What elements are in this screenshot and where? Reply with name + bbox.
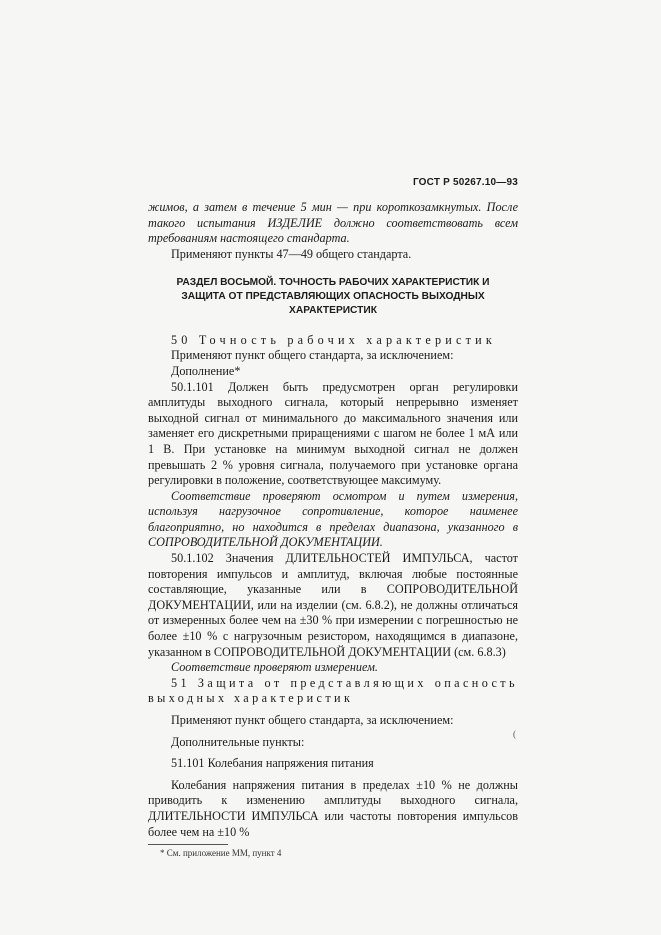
page-mark: ( bbox=[513, 729, 516, 739]
clause-51-heading: 51 Защита от представляющих опасность выходных характеристик bbox=[148, 675, 518, 706]
footnote-rule bbox=[148, 844, 228, 845]
paragraph-apply-clause-51: Применяют пункт общего стандарта, за исключением: bbox=[171, 713, 454, 728]
paragraph-continuation: жимов, а затем в течение 5 мин — при короткозамкнутых. После такого испытания ИЗДЕЛИЕ должно соответствовать всем требованиям настоящего стандарта. bbox=[148, 200, 518, 246]
clause-51-101-text: Колебания напряжения питания в пределах ±10 % не должны приводить к изменению амплитуды выходного сигнала, ДЛИТЕЛЬНОСТИ ИМПУЛЬСА или частоты повторения импульсов более чем на ±10 % bbox=[148, 777, 518, 839]
footnote: * См. приложение ММ, пункт 4 bbox=[160, 848, 282, 859]
paragraph-apply-47-49: Применяют пункты 47—49 общего стандарта. bbox=[171, 246, 412, 261]
compliance-50-1-101: Соответствие проверяют осмотром и путем измерения, используя нагрузочное сопротивление, которое наименее благоприятно, но находится в пределах диапазона, указанного в СОПРОВОДИТЕЛЬНОЙ ДОКУМЕНТАЦИИ. bbox=[148, 488, 518, 550]
paragraph-apply-clause-50: Применяют пункт общего стандарта, за исключением: bbox=[171, 348, 454, 363]
paragraph-additional-clauses: Дополнительные пункты: bbox=[171, 734, 305, 749]
standard-header: ГОСТ Р 50267.10—93 bbox=[412, 177, 518, 188]
paragraph-addition: Дополнение* bbox=[171, 363, 241, 378]
clause-50-heading: 50 Точность рабочих характеристик bbox=[171, 332, 496, 347]
clause-50-1-102: 50.1.102 Значения ДЛИТЕЛЬНОСТЕЙ ИМПУЛЬСА, частот повторения импульсов и амплитуд, включая любые постоянные составляющие, указанные или в СОПРОВОДИТЕЛЬНОЙ ДОКУМЕНТАЦИИ, или на изделии (см. 6.8.2), не должны отличаться от измеренных более чем на ±30 % при измерении с погрешностью не более ±10 % с нагрузочным резистором, находящимся в диапазоне, указанном в СОПРОВОДИТЕЛЬНОЙ ДОКУМЕНТАЦИИ (см. 6.8.3) bbox=[148, 551, 518, 659]
compliance-50-1-102: Соответствие проверяют измерением. bbox=[171, 660, 378, 675]
document-body bbox=[148, 200, 518, 859]
clause-50-1-101: 50.1.101 Должен быть предусмотрен орган регулировки амплитуды выходного сигнала, который непрерывно изменяет выходной сигнал от минимального до максимального значения или заменяет его дискретными приращениями с шагом не более 1 мА или 1 В. При установке на минимум выходной сигнал не должен превышать 2 % уровня сигнала, получаемого при установке органа регулировки в положение, соответствующее максимуму. bbox=[148, 379, 518, 488]
clause-51-101-heading: 51.101 Колебания напряжения питания bbox=[171, 756, 374, 771]
section-heading: РАЗДЕЛ ВОСЬМОЙ. ТОЧНОСТЬ РАБОЧИХ ХАРАКТЕРИСТИК И ЗАЩИТА ОТ ПРЕДСТАВЛЯЮЩИХ ОПАСНОСТЬ ВЫХОДНЫХ ХАРАКТЕРИСТИК bbox=[176, 277, 490, 316]
